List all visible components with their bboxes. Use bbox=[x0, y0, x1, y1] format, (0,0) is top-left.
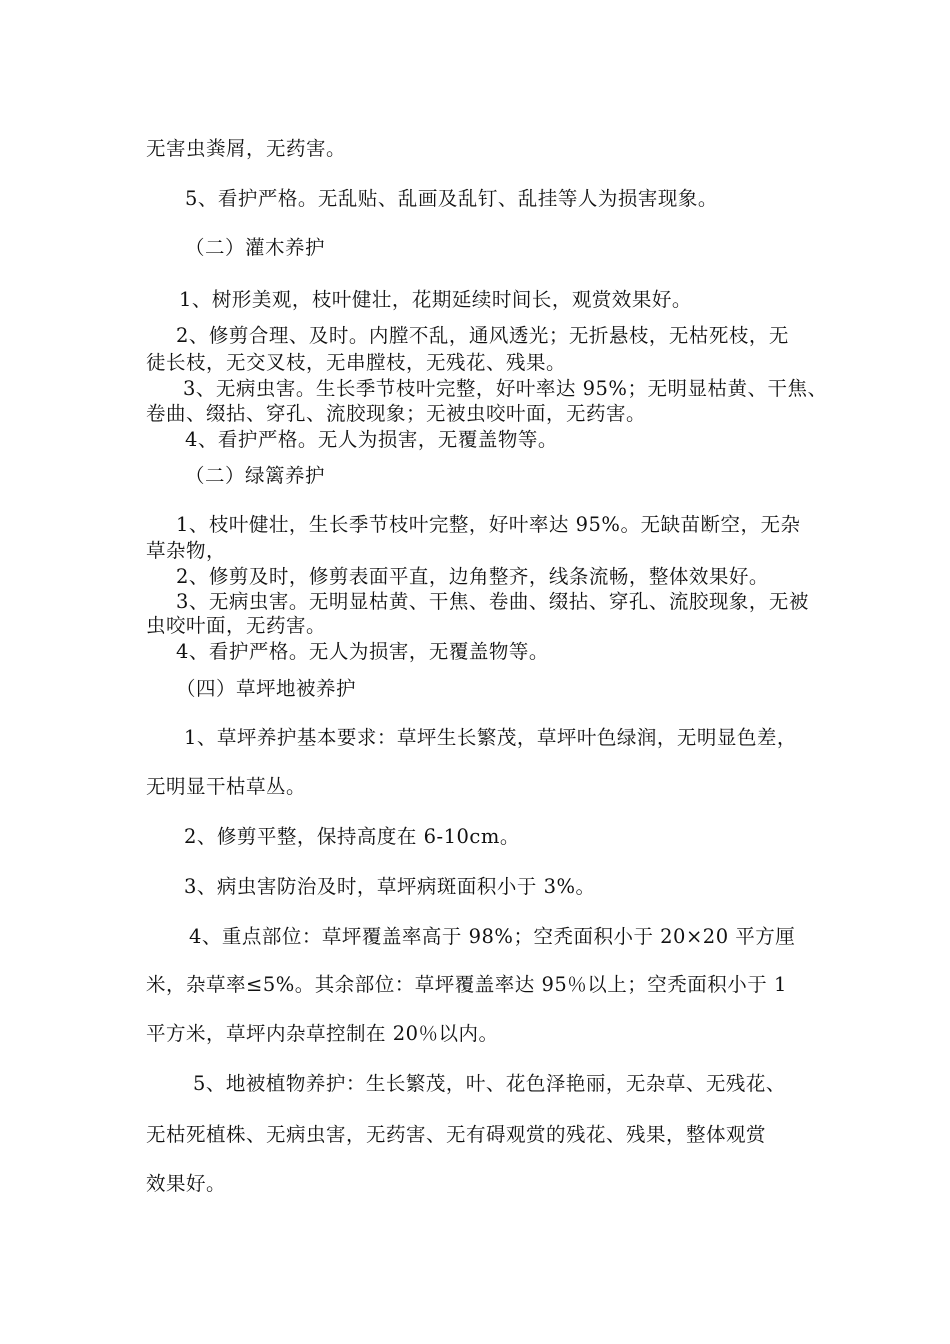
text-line: 虫咬叶面，无药害。 bbox=[146, 614, 327, 637]
text-line: 5、看护严格。无乱贴、乱画及乱钉、乱挂等人为损害现象。 bbox=[185, 187, 718, 210]
text-line: 3、无病虫害。生长季节枝叶完整，好叶率达 95%；无明显枯黄、干焦、 bbox=[183, 377, 828, 400]
section-heading: （四）草坪地被养护 bbox=[176, 677, 357, 700]
text-line: 2、修剪及时，修剪表面平直，边角整齐，线条流畅，整体效果好。 bbox=[176, 565, 769, 588]
text-line: 平方米，草坪内杂草控制在 20％以内。 bbox=[146, 1022, 499, 1045]
text-line: 4、看护严格。无人为损害，无覆盖物等。 bbox=[185, 428, 558, 451]
section-heading: （二）灌木养护 bbox=[185, 236, 326, 259]
text-line: 5、地被植物养护：生长繁茂，叶、花色泽艳丽，无杂草、无残花、 bbox=[193, 1072, 786, 1095]
text-line: 米，杂草率≤5%。其余部位：草坪覆盖率达 95％以上；空秃面积小于 1 bbox=[146, 973, 787, 996]
text-line: 无枯死植株、无病虫害，无药害、无有碍观赏的残花、残果，整体观赏 bbox=[146, 1123, 767, 1146]
text-line: 4、看护严格。无人为损害，无覆盖物等。 bbox=[176, 640, 549, 663]
text-line: 1、树形美观，枝叶健壮，花期延续时间长，观赏效果好。 bbox=[179, 288, 692, 311]
text-line: 3、无病虫害。无明显枯黄、干焦、卷曲、缀拈、穿孔、流胶现象，无被 bbox=[176, 590, 809, 613]
text-line: 卷曲、缀拈、穿孔、流胶现象；无被虫咬叶面，无药害。 bbox=[146, 402, 647, 425]
section-heading: （二）绿篱养护 bbox=[185, 464, 326, 487]
text-line: 1、草坪养护基本要求：草坪生长繁茂，草坪叶色绿润，无明显色差， bbox=[184, 726, 797, 749]
text-line: 徒长枝，无交叉枝，无串膛枝，无残花、残果。 bbox=[146, 351, 567, 374]
text-line: 无害虫粪屑，无药害。 bbox=[146, 137, 347, 160]
text-line: 4、重点部位：草坪覆盖率高于 98%；空秃面积小于 20×20 平方厘 bbox=[189, 925, 796, 948]
text-line: 草杂物， bbox=[146, 539, 227, 562]
text-line: 2、修剪平整，保持高度在 6-10cm。 bbox=[184, 825, 520, 848]
text-line: 效果好。 bbox=[146, 1172, 227, 1195]
text-line: 无明显干枯草丛。 bbox=[146, 775, 307, 798]
text-line: 2、修剪合理、及时。内膛不乱，通风透光；无折悬枝，无枯死枝，无 bbox=[176, 324, 789, 347]
text-line: 3、病虫害防治及时，草坪病斑面积小于 3%。 bbox=[184, 875, 596, 898]
text-line: 1、枝叶健壮，生长季节枝叶完整，好叶率达 95%。无缺苗断空，无杂 bbox=[176, 513, 801, 536]
